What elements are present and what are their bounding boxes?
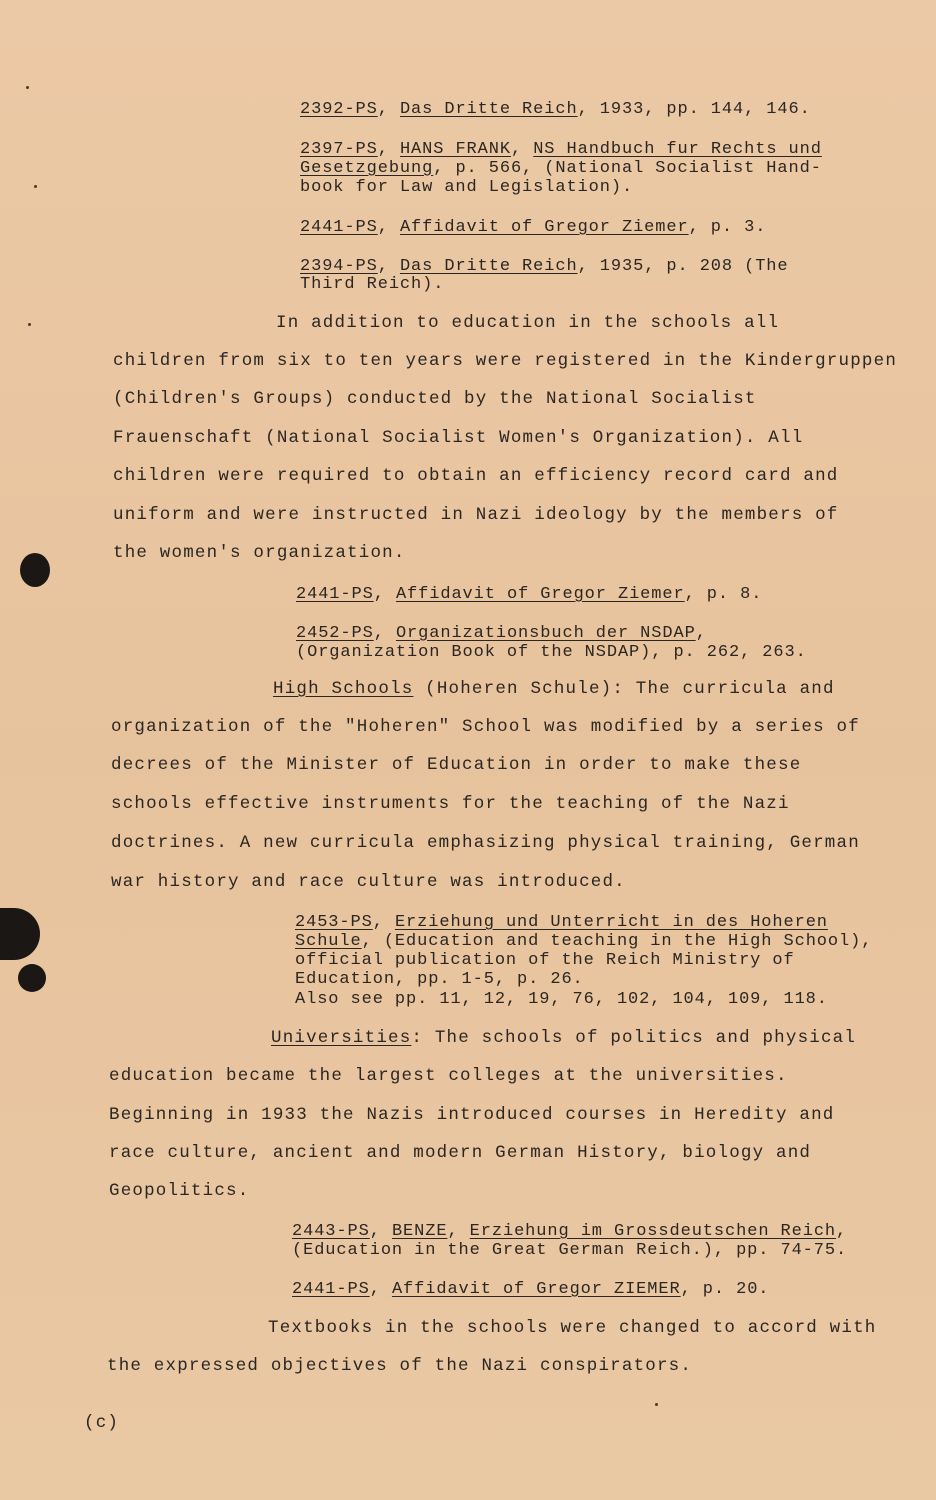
body-text-line: doctrines. A new curricula emphasizing physical training, German <box>111 833 860 853</box>
heading-rest: : The schools of politics and physical <box>411 1028 857 1048</box>
body-text-line: children from six to ten years were registered in the Kindergruppen <box>113 351 898 371</box>
speck <box>655 1403 658 1406</box>
doc-author: HANS FRANK <box>399 140 511 159</box>
doc-punct: , <box>836 1222 848 1241</box>
citation-2443-ps: 2443-PS, BENZE, Erziehung im Grossdeutschen Reich, <box>292 1222 848 1241</box>
body-text-line: race culture, ancient and modern German History, biology and <box>109 1143 812 1163</box>
doc-punct: , <box>695 624 707 643</box>
doc-code: 2392-PS <box>300 100 378 119</box>
body-text-line: Textbooks in the schools were changed to accord with <box>268 1318 877 1338</box>
doc-pages: , 1935, p. 208 (The <box>577 257 789 276</box>
citation-2441-ps-p20: 2441-PS, Affidavit of Gregor ZIEMER, p. 20. <box>292 1280 770 1299</box>
doc-code: 2453-PS <box>295 913 373 932</box>
doc-title: NS Handbuch fur Rechts und <box>533 140 822 159</box>
body-text-line: Geopolitics. <box>109 1181 250 1201</box>
heading-rest: (Hoheren Schule): The curricula and <box>413 679 835 699</box>
doc-author: BENZE <box>391 1222 448 1241</box>
body-text-line: the women's organization. <box>113 543 406 563</box>
body-text-line: (Children's Groups) conducted by the National Socialist <box>113 389 757 409</box>
speck <box>28 323 31 326</box>
doc-title: Affidavit of Gregor ZIEMER <box>391 1280 681 1299</box>
section-heading-high-schools <box>273 679 835 699</box>
body-text-line: Frauenschaft (National Socialist Women's Organization). All <box>113 428 804 448</box>
section-heading-universities <box>271 1028 856 1048</box>
doc-pages: , 1933, pp. 144, 146. <box>577 100 811 119</box>
doc-title: Affidavit of Gregor Ziemer <box>399 218 689 237</box>
body-text-line: In addition to education in the schools all <box>276 313 780 333</box>
body-text-line: uniform and were instructed in Nazi ideology by the members of <box>113 505 839 525</box>
doc-pages: , p. 8. <box>684 585 763 604</box>
citation-2397-ps-line2 <box>300 159 822 179</box>
doc-code: 2441-PS <box>296 585 374 604</box>
citation-2394-ps-line2 <box>300 275 444 295</box>
punch-hole-top <box>20 553 50 587</box>
body-text-line: war history and race culture was introduced. <box>111 872 626 892</box>
heading-text: Universities <box>271 1028 412 1048</box>
doc-code: 2441-PS <box>292 1280 370 1299</box>
citation-2394-ps: 2394-PS, Das Dritte Reich, 1935, p. 208 (The <box>300 257 789 276</box>
doc-code: 2452-PS <box>296 624 374 643</box>
doc-code: 2394-PS <box>300 257 378 276</box>
citation-2441-ps-p8: 2441-PS, Affidavit of Gregor Ziemer, p. 8. <box>296 585 763 604</box>
citation-2453-ps-line3: official publication of the Reich Ministry of <box>295 951 795 970</box>
punch-hole-bottom <box>18 964 46 992</box>
doc-title-cont: Schule <box>295 932 362 951</box>
citation-2443-ps-line2: (Education in the Great German Reich.), pp. 74-75. <box>292 1241 848 1260</box>
heading-text: High Schools <box>273 679 414 699</box>
body-text-line: the expressed objectives of the Nazi conspirators. <box>107 1356 693 1376</box>
body-text-line: education became the largest colleges at the universities. <box>109 1066 788 1086</box>
doc-title: Erziehung und Unterricht in des Hoheren <box>394 913 828 932</box>
doc-code: 2441-PS <box>300 218 378 237</box>
body-text-line: Beginning in 1933 the Nazis introduced courses in Heredity and <box>109 1105 835 1125</box>
body-text-line: decrees of the Minister of Education in order to make these <box>111 755 802 775</box>
doc-title: Organizationsbuch der NSDAP <box>395 624 696 643</box>
doc-pages: , p. 20. <box>680 1280 770 1299</box>
citation-2392-ps: 2392-PS, Das Dritte Reich, 1933, pp. 144, 146. <box>300 100 811 119</box>
citation-2453-ps: 2453-PS, Erziehung und Unterricht in des Hoheren <box>295 913 828 932</box>
doc-title: Affidavit of Gregor Ziemer <box>395 585 685 604</box>
doc-title: Das Dritte Reich <box>399 257 578 276</box>
doc-translation: , (Education and teaching in the High School), <box>361 932 873 951</box>
body-text-line: children were required to obtain an efficiency record card and <box>113 466 839 486</box>
doc-title: Das Dritte Reich <box>399 100 578 119</box>
citation-2452-ps: 2452-PS, Organizationsbuch der NSDAP, <box>296 624 707 643</box>
doc-code: 2397-PS <box>300 140 378 159</box>
doc-pages: , p. 3. <box>688 218 767 237</box>
citation-2453-ps-line4: Education, pp. 1-5, p. 26. <box>295 970 584 989</box>
citation-2397-ps-line3 <box>300 178 633 198</box>
doc-code: 2443-PS <box>292 1222 370 1241</box>
citation-2453-ps-line5: Also see pp. 11, 12, 19, 76, 102, 104, 109, 118. <box>295 990 828 1009</box>
doc-pages: , p. 566, (National Socialist Hand- <box>433 159 822 178</box>
doc-translation: (Organization Book of the NSDAP), p. 262, 263. <box>296 643 807 662</box>
speck <box>26 86 29 89</box>
section-marker: (c) <box>84 1413 120 1433</box>
body-text-line: organization of the "Hoheren" School was modified by a series of <box>111 717 860 737</box>
citation-2453-ps-line2 <box>295 932 872 952</box>
doc-translation: Third Reich). <box>300 275 445 294</box>
speck <box>34 185 37 188</box>
doc-title: Erziehung im Grossdeutschen Reich <box>469 1222 837 1241</box>
citation-2452-ps-line2 <box>296 643 807 663</box>
doc-translation: book for Law and Legislation). <box>300 178 634 197</box>
citation-2397-ps: 2397-PS, HANS FRANK, NS Handbuch fur Rechts und <box>300 140 822 159</box>
body-text-line: schools effective instruments for the teaching of the Nazi <box>111 794 790 814</box>
citation-2441-ps-p3: 2441-PS, Affidavit of Gregor Ziemer, p. 3. <box>300 218 767 237</box>
doc-title-cont: Gesetzgebung <box>300 159 434 178</box>
